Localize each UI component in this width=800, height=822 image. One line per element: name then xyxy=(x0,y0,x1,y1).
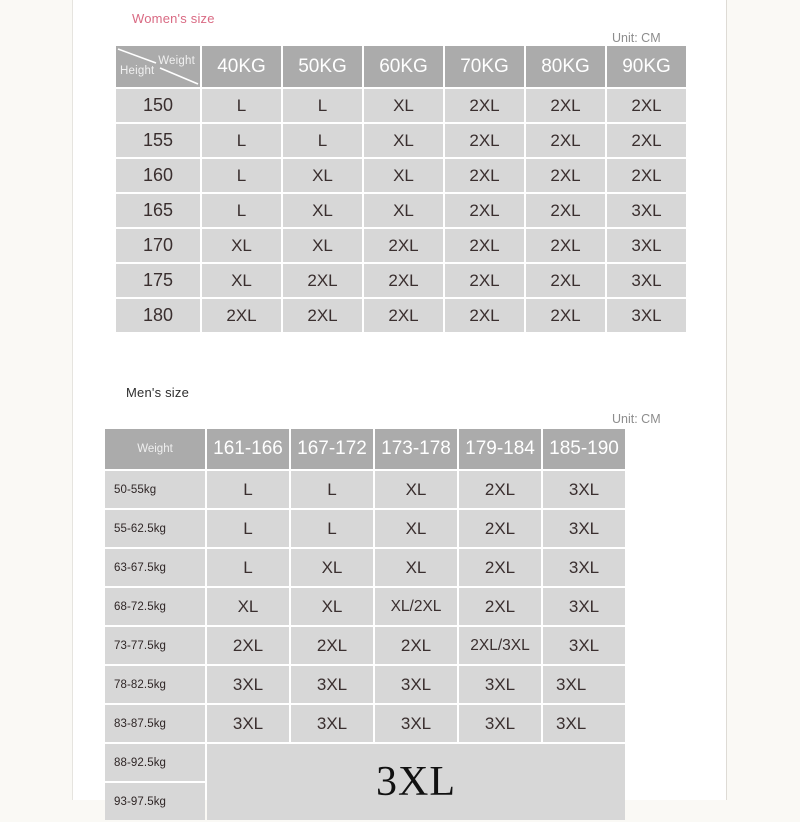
size-cell: 2XL xyxy=(607,124,686,157)
womens-row-height: 160 xyxy=(116,159,200,192)
size-cell: XL xyxy=(202,264,281,297)
size-cell: L xyxy=(207,471,289,508)
size-cell: 3XL xyxy=(543,588,625,625)
size-cell: 2XL xyxy=(364,229,443,262)
size-cell: L xyxy=(283,89,362,122)
size-cell: XL xyxy=(202,229,281,262)
size-cell: 2XL xyxy=(526,89,605,122)
size-cell: 2XL xyxy=(445,264,524,297)
size-cell: 2XL xyxy=(526,299,605,332)
size-cell: L xyxy=(202,194,281,227)
table-row xyxy=(116,89,686,122)
table-row xyxy=(116,124,686,157)
womens-row-height: 175 xyxy=(116,264,200,297)
size-cell: L xyxy=(202,124,281,157)
size-cell: XL xyxy=(364,124,443,157)
size-cell: 3XL xyxy=(543,705,625,742)
womens-size-table xyxy=(114,44,688,334)
size-cell: 3XL xyxy=(543,666,625,703)
size-cell: XL/2XL xyxy=(375,588,457,625)
size-cell: 2XL xyxy=(607,89,686,122)
size-cell: XL xyxy=(364,159,443,192)
size-cell: L xyxy=(207,549,289,586)
size-chart-page xyxy=(72,0,727,808)
size-cell: 2XL xyxy=(445,229,524,262)
size-cell: L xyxy=(291,510,373,547)
mens-row-weight: 93-97.5kg xyxy=(105,783,205,820)
size-cell: 2XL xyxy=(526,124,605,157)
mens-corner-weight-label: Weight xyxy=(105,429,205,469)
size-cell: 2XL xyxy=(526,159,605,192)
size-cell: 2XL xyxy=(459,510,541,547)
size-cell: 3XL xyxy=(607,194,686,227)
table-row xyxy=(105,666,625,703)
size-cell: XL xyxy=(207,588,289,625)
womens-col-header: 90KG xyxy=(607,46,686,87)
size-cell: XL xyxy=(375,471,457,508)
size-cell: 2XL xyxy=(459,588,541,625)
size-cell: XL xyxy=(283,229,362,262)
size-cell: 3XL xyxy=(543,627,625,664)
size-cell: 2XL xyxy=(526,264,605,297)
size-cell: 3XL xyxy=(607,229,686,262)
mens-table-header-row xyxy=(105,429,625,469)
mens-row-weight: 83-87.5kg xyxy=(105,705,205,742)
table-row xyxy=(116,159,686,192)
table-row xyxy=(105,471,625,508)
size-cell: 3XL xyxy=(291,666,373,703)
size-cell: 3XL xyxy=(607,264,686,297)
size-cell: 2XL xyxy=(291,627,373,664)
mens-col-header: 185-190 xyxy=(543,429,625,469)
mens-row-weight: 78-82.5kg xyxy=(105,666,205,703)
size-cell: 3XL xyxy=(607,299,686,332)
mens-size-table xyxy=(103,427,627,822)
corner-weight-label: Weight xyxy=(158,55,195,67)
size-cell: 2XL xyxy=(445,299,524,332)
size-cell: XL xyxy=(291,549,373,586)
womens-row-height: 165 xyxy=(116,194,200,227)
size-cell: 2XL xyxy=(375,627,457,664)
womens-row-height: 150 xyxy=(116,89,200,122)
size-cell: 2XL xyxy=(283,299,362,332)
womens-row-height: 155 xyxy=(116,124,200,157)
size-cell: 3XL xyxy=(543,549,625,586)
size-cell: L xyxy=(202,89,281,122)
table-row xyxy=(105,588,625,625)
mens-col-header: 161-166 xyxy=(207,429,289,469)
merged-size-cell: 3XL xyxy=(207,744,625,820)
womens-col-header: 60KG xyxy=(364,46,443,87)
size-cell: L xyxy=(207,510,289,547)
mens-unit-label: Unit: CM xyxy=(612,412,661,426)
size-cell: 3XL xyxy=(375,705,457,742)
womens-col-header: 80KG xyxy=(526,46,605,87)
size-cell: 2XL/3XL xyxy=(459,627,541,664)
size-cell: 2XL xyxy=(445,124,524,157)
mens-row-weight: 68-72.5kg xyxy=(105,588,205,625)
womens-corner-cell xyxy=(116,46,200,87)
size-cell: 2XL xyxy=(364,264,443,297)
womens-size-label: Women's size xyxy=(132,11,215,26)
size-cell: XL xyxy=(283,159,362,192)
mens-row-weight: 63-67.5kg xyxy=(105,549,205,586)
mens-row-weight: 88-92.5kg xyxy=(105,744,205,781)
womens-row-height: 180 xyxy=(116,299,200,332)
size-cell: 3XL xyxy=(543,471,625,508)
size-cell: L xyxy=(291,471,373,508)
table-row xyxy=(116,194,686,227)
size-cell: XL xyxy=(375,510,457,547)
womens-table-header-row xyxy=(116,46,686,87)
size-cell: XL xyxy=(364,89,443,122)
mens-row-weight: 55-62.5kg xyxy=(105,510,205,547)
size-cell: 3XL xyxy=(207,666,289,703)
size-cell: XL xyxy=(283,194,362,227)
size-cell: 3XL xyxy=(207,705,289,742)
size-cell: 2XL xyxy=(459,471,541,508)
size-cell: 2XL xyxy=(526,229,605,262)
size-cell: 2XL xyxy=(445,89,524,122)
size-cell: 3XL xyxy=(291,705,373,742)
size-cell: 2XL xyxy=(459,549,541,586)
size-cell: L xyxy=(202,159,281,192)
size-cell: XL xyxy=(375,549,457,586)
table-row xyxy=(116,299,686,332)
womens-col-header: 70KG xyxy=(445,46,524,87)
womens-col-header: 50KG xyxy=(283,46,362,87)
size-cell: 2XL xyxy=(207,627,289,664)
size-cell: L xyxy=(283,124,362,157)
size-cell: 2XL xyxy=(283,264,362,297)
womens-col-header: 40KG xyxy=(202,46,281,87)
size-cell: 2XL xyxy=(364,299,443,332)
size-cell: 3XL xyxy=(459,666,541,703)
table-row xyxy=(116,229,686,262)
size-cell: XL xyxy=(364,194,443,227)
womens-row-height: 170 xyxy=(116,229,200,262)
table-row xyxy=(105,627,625,664)
size-cell: 2XL xyxy=(445,194,524,227)
size-cell: 2XL xyxy=(526,194,605,227)
womens-unit-label: Unit: CM xyxy=(612,31,661,45)
size-cell: 3XL xyxy=(459,705,541,742)
corner-height-label: Height xyxy=(120,64,155,77)
mens-row-weight: 50-55kg xyxy=(105,471,205,508)
mens-col-header: 173-178 xyxy=(375,429,457,469)
mens-col-header: 167-172 xyxy=(291,429,373,469)
mens-size-label: Men's size xyxy=(126,385,190,400)
table-row xyxy=(116,264,686,297)
size-cell: XL xyxy=(291,588,373,625)
size-cell: 2XL xyxy=(202,299,281,332)
table-row xyxy=(105,705,625,742)
table-row xyxy=(105,510,625,547)
mens-col-header: 179-184 xyxy=(459,429,541,469)
size-cell: 3XL xyxy=(543,510,625,547)
table-row xyxy=(105,744,625,781)
table-row xyxy=(105,549,625,586)
mens-row-weight: 73-77.5kg xyxy=(105,627,205,664)
size-cell: 2XL xyxy=(607,159,686,192)
size-cell: 3XL xyxy=(375,666,457,703)
size-cell: 2XL xyxy=(445,159,524,192)
